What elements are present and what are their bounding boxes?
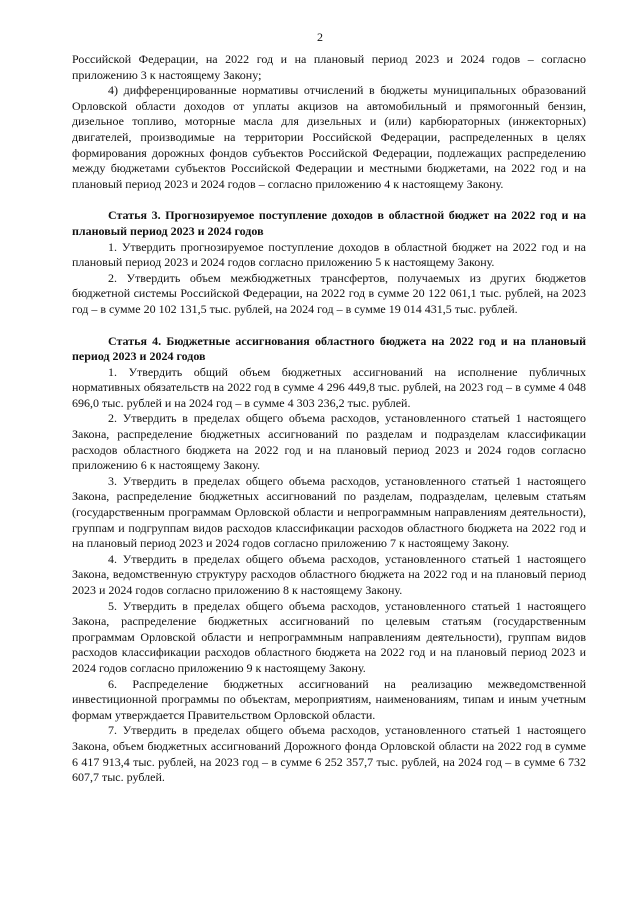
article-3-item-2: 2. Утвердить объем межбюджетных трансфертов, получаемых из других бюджетов бюджетной системы Российской Федерации, на 2022 год в сумме 20 122 061,1 тыс. рублей, на 2023 год – в сумме 20 102 131,5 тыс. рублей, на 2024 год – в сумме 19 014 431,5 тыс. рублей. <box>72 270 586 316</box>
page-number: 2 <box>317 30 323 44</box>
article-4-item-7: 7. Утвердить в пределах общего объема расходов, установленного статьей 1 настоящего Закона, объем бюджетных ассигнований Дорожного фонда Орловской области на 2022 год в сумме 6 417 913,4 тыс. рублей, на 2023 год – в сумме 6 252 357,7 тыс. рублей, на 2024 год – в сумме 6 732 607,7 тыс. рублей. <box>72 723 586 785</box>
document-body <box>72 52 586 786</box>
article-4-item-1: 1. Утвердить общий объем бюджетных ассигнований на исполнение публичных нормативных обязательств на 2022 год в сумме 4 296 449,8 тыс. рублей, на 2023 год – в сумме 4 048 696,0 тыс. рублей и на 2024 год – в сумме 4 303 236,2 тыс. рублей. <box>72 364 586 410</box>
article-4-item-3: 3. Утвердить в пределах общего объема расходов, установленного статьей 1 настоящего Закона, распределение бюджетных ассигнований по разделам, подразделам, целевым статьям (государственным программам Орловской области и непрограммным направлениям деятельности), группам и подгруппам видов расходов классификации расходов областного бюджета на 2022 год и на плановый период 2023 и 2024 годов согласно приложению 7 к настоящему Закону. <box>72 473 586 551</box>
article-4-item-2: 2. Утвердить в пределах общего объема расходов, установленного статьей 1 настоящего Закона, распределение бюджетных ассигнований по разделам и подразделам классификации расходов областного бюджета на 2022 год и на плановый период 2023 и 2024 годов согласно приложению 6 к настоящему Закону. <box>72 411 586 473</box>
article-3-heading: Статья 3. Прогнозируемое поступление доходов в областной бюджет на 2022 год и на плановый период 2023 и 2024 годов <box>72 208 586 238</box>
article-4-item-4: 4. Утвердить в пределах общего объема расходов, установленного статьей 1 настоящего Закона, ведомственную структуру расходов областного бюджета на 2022 год и на плановый период 2023 и 2024 годов согласно приложению 8 к настоящему Закону. <box>72 551 586 597</box>
paragraph-item-4: 4) дифференцированные нормативы отчислений в бюджеты муниципальных образований Орловской области доходов от уплаты акцизов на автомобильный и прямогонный бензин, дизельное топливо, моторные масла для дизельных и (или) карбюраторных (инжекторных) двигателей, производимые на территории Российской Федерации, распределенных в целях формирования дорожных фондов субъектов Российской Федерации, подлежащих распределению между бюджетами субъектов Российской Федерации и местными бюджетами, на 2022 год и на плановый период 2023 и 2024 годов – согласно приложению 4 к настоящему Закону. <box>72 83 586 191</box>
article-4-item-6: 6. Распределение бюджетных ассигнований на реализацию межведомственной инвестиционной программы по объектам, мероприятиям, наименованиям, типам и иным учетным формам утверждается Правительством Орловской области. <box>72 676 586 722</box>
article-4-item-5: 5. Утвердить в пределах общего объема расходов, установленного статьей 1 настоящего Закона, распределение бюджетных ассигнований по целевым статьям (государственным программам Орловской области и непрограммным направлениям деятельности), группам видов расходов классификации расходов областного бюджета на 2022 год и на плановый период 2023 и 2024 годов согласно приложению 9 к настоящему Закону. <box>72 598 586 675</box>
article-3-item-1: 1. Утвердить прогнозируемое поступление доходов в областной бюджет на 2022 год и на плановый период 2023 и 2024 годов согласно приложению 5 к настоящему Закону. <box>72 239 586 270</box>
article-4-heading: Статья 4. Бюджетные ассигнования областного бюджета на 2022 год и на плановый период 2023 и 2024 годов <box>72 333 586 364</box>
paragraph-continuation: Российской Федерации, на 2022 год и на плановый период 2023 и 2024 годов – согласно приложению 3 к настоящему Закону; <box>72 52 586 82</box>
